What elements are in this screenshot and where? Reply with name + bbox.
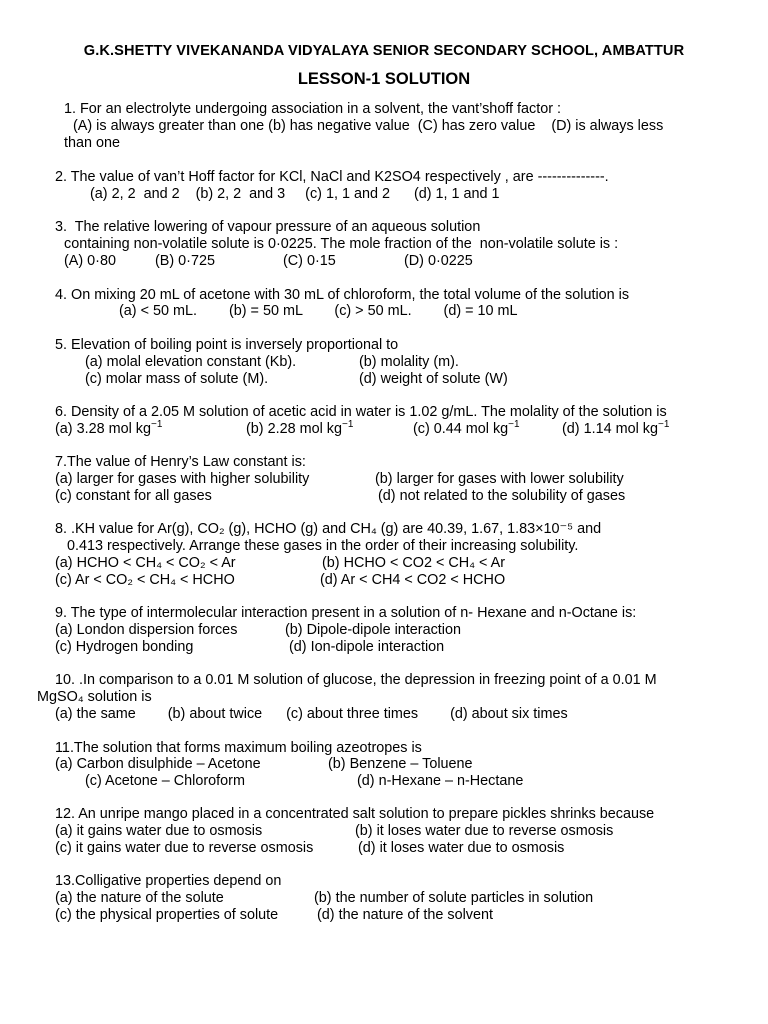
q9-option-c: (c) Hydrogen bonding: [55, 639, 194, 655]
q12-stem: 12. An unripe mango placed in a concentrated salt solution to prepare pickles shrinks because: [55, 806, 655, 822]
q11-stem: 11.The solution that forms maximum boiling azeotropes is: [55, 740, 422, 756]
q8-option-d: (d) Ar < CH4 < CO2 < HCHO: [320, 572, 506, 588]
q13-option-d: (d) the nature of the solvent: [317, 907, 493, 923]
q3-option-a: (A) 0·80: [64, 253, 116, 269]
q5-option-a: (a) molal elevation constant (Kb).: [85, 354, 297, 370]
q6-option-c: (c) 0.44 mol $kg^{-1}$: [413, 419, 520, 437]
q2-stem: 2. The value of van’t Hoff factor for KCl, NaCl and K2SO4 respectively , are --------------.: [55, 169, 609, 185]
q9-option-a: (a) London dispersion forces: [55, 622, 238, 638]
q6-option-d: (d) 1.14 mol $kg^{-1}$: [562, 419, 670, 437]
q11-option-a: (a) Carbon disulphide – Acetone: [55, 756, 261, 772]
q7-option-d: (d) not related to the solubility of gases: [378, 488, 626, 504]
q11-option-b: (b) Benzene – Toluene: [328, 756, 473, 772]
q7-option-a: (a) larger for gases with higher solubility: [55, 471, 310, 487]
q12-option-b: (b) it loses water due to reverse osmosis: [355, 823, 614, 839]
q9-stem: 9. The type of intermolecular interaction present in a solution of n- Hexane and n-Octane is:: [55, 605, 637, 621]
q5-option-d: (d) weight of solute (W): [359, 371, 508, 387]
q9-option-d: (d) Ion-dipole interaction: [289, 639, 445, 655]
q3-stem-cont: containing non-volatile solute is 0·0225. The mole fraction of the non-volatile solute is :: [64, 236, 619, 252]
q9-option-b: (b) Dipole-dipole interaction: [285, 622, 461, 638]
school-name: G.K.SHETTY VIVEKANANDA VIDYALAYA SENIOR SECONDARY SCHOOL, AMBATTUR: [83, 43, 685, 59]
q13-option-c: (c) the physical properties of solute: [55, 907, 279, 923]
q1-options: (A) is always greater than one (b) has negative value (C) has zero value (D) is always less: [73, 118, 664, 134]
q12-option-d: (d) it loses water due to osmosis: [358, 840, 565, 856]
q1-options-cont: than one: [64, 135, 121, 151]
q6-option-a: (a) 3.28 mol $kg^{-1}$: [55, 419, 163, 437]
q8-stem: 8. .KH value for Ar(g), CO₂ (g), HCHO (g) and CH₄ (g) are 40.39, 1.67, 1.83×10⁻⁵ and: [55, 521, 602, 537]
q11-option-d: (d) n-Hexane – n-Hectane: [357, 773, 524, 789]
q6-option-b: (b) 2.28 mol $kg^{-1}$: [246, 419, 354, 437]
q4-options: (a) < 50 mL. (b) = 50 mL (c) > 50 mL. (d) = 10 mL: [119, 303, 518, 319]
q8-stem-cont: 0.413 respectively. Arrange these gases in the order of their increasing solubility.: [67, 538, 579, 554]
q7-option-b: (b) larger for gases with lower solubility: [375, 471, 624, 487]
q3-option-c: (C) 0·15: [283, 253, 336, 269]
q13-option-a: (a) the nature of the solute: [55, 890, 224, 906]
q4-stem: 4. On mixing 20 mL of acetone with 30 mL of chloroform, the total volume of the solution is: [55, 287, 630, 303]
q12-option-c: (c) it gains water due to reverse osmosis: [55, 840, 314, 856]
q8-option-c: (c) Ar < CO₂ < CH₄ < HCHO: [55, 572, 235, 588]
q3-option-d: (D) 0·0225: [404, 253, 473, 269]
q5-option-b: (b) molality (m).: [359, 354, 459, 370]
q8-option-a: (a) HCHO < CH₄ < CO₂ < Ar: [55, 555, 236, 571]
q7-option-c: (c) constant for all gases: [55, 488, 212, 504]
q5-stem: 5. Elevation of boiling point is inversely proportional to: [55, 337, 399, 353]
q10-options: (a) the same (b) about twice (c) about three times (d) about six times: [55, 706, 568, 722]
q11-option-c: (c) Acetone – Chloroform: [85, 773, 245, 789]
q3-stem: 3. The relative lowering of vapour pressure of an aqueous solution: [55, 219, 481, 235]
lesson-title: LESSON-1 SOLUTION: [297, 70, 471, 88]
q1-stem: 1. For an electrolyte undergoing association in a solvent, the vant’shoff factor :: [64, 101, 562, 117]
q10-stem: 10. .In comparison to a 0.01 M solution of glucose, the depression in freezing point of a 0.01 M: [55, 672, 657, 688]
q8-option-b: (b) HCHO < CO2 < CH₄ < Ar: [322, 555, 506, 571]
q13-stem: 13.Colligative properties depend on: [55, 873, 282, 889]
q7-stem: 7.The value of Henry’s Law constant is:: [55, 454, 306, 470]
q6-stem: 6. Density of a 2.05 M solution of acetic acid in water is 1.02 g/mL. The molality of the solution is: [55, 404, 667, 420]
q5-option-c: (c) molar mass of solute (M).: [85, 371, 269, 387]
q10-stem-cont: MgSO₄ solution is: [37, 689, 152, 705]
q2-options: (a) 2, 2 and 2 (b) 2, 2 and 3 (c) 1, 1 and 2 (d) 1, 1 and 1: [90, 186, 500, 202]
q3-option-b: (B) 0·725: [155, 253, 215, 269]
q12-option-a: (a) it gains water due to osmosis: [55, 823, 263, 839]
q13-option-b: (b) the number of solute particles in solution: [314, 890, 594, 906]
